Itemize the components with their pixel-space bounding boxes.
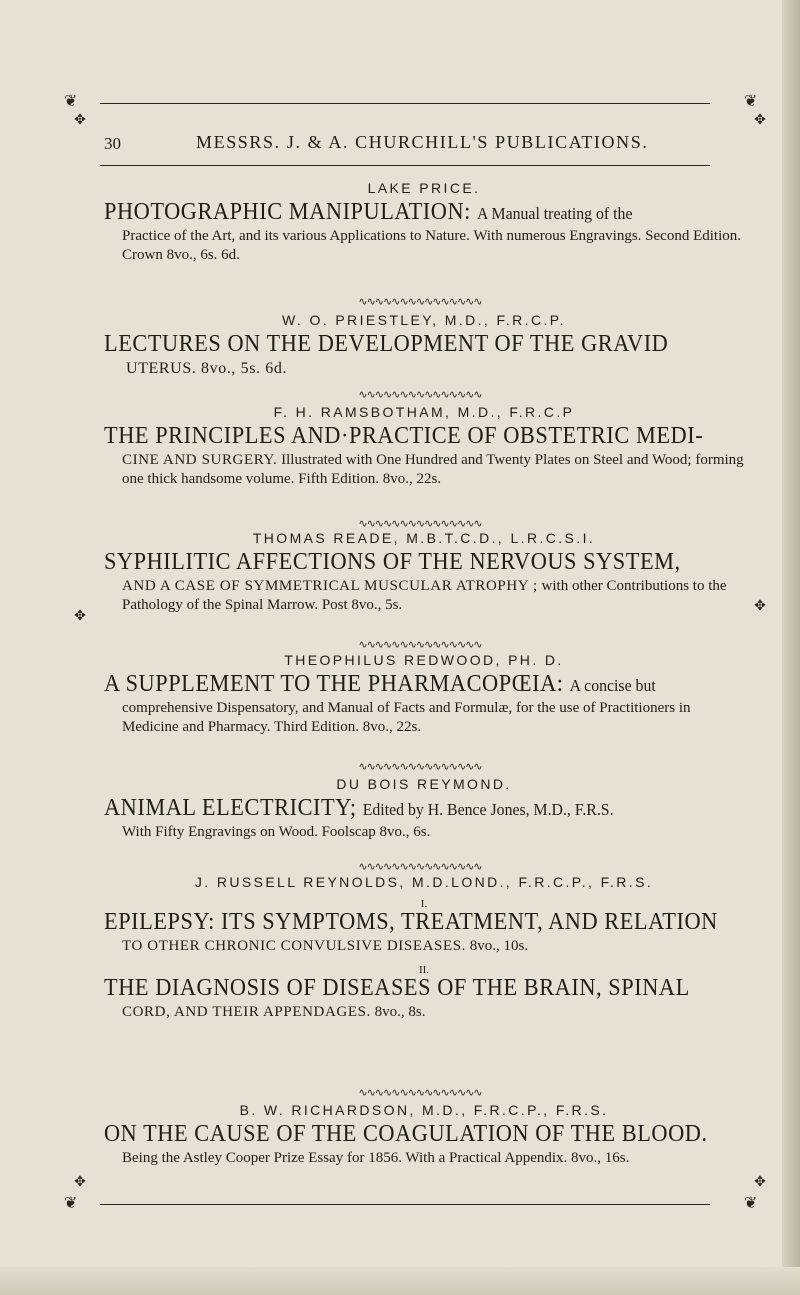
- description-caps: TO OTHER CHRONIC CONVULSIVE DISEASES.: [122, 938, 467, 955]
- wavy-divider: ∿∿∿∿∿∿∿∿∿∿∿∿∿∿∿: [358, 762, 482, 772]
- book-title: EPILEPSY: ITS SYMPTOMS, TREATMENT, AND RELATION: [104, 909, 718, 935]
- wavy-divider: ∿∿∿∿∿∿∿∿∿∿∿∿∿∿∿: [358, 297, 482, 307]
- side-flourish-icon: ✥: [74, 609, 86, 624]
- title-lead: A Manual treating of the: [477, 204, 633, 223]
- description-caps: AND A CASE OF SYMMETRICAL MUSCULAR ATROPHY ;: [122, 578, 538, 595]
- book-title: LECTURES ON THE DEVELOPMENT OF THE GRAVID: [104, 331, 669, 357]
- header-divider-rule: [100, 165, 710, 166]
- description-caps: CORD, AND THEIR APPENDAGES.: [122, 1004, 371, 1021]
- book-title: ON THE CAUSE OF THE COAGULATION OF THE BLOOD.: [104, 1121, 708, 1147]
- title-text: PHOTOGRAPHIC MANIPULATION:: [104, 199, 471, 225]
- page-edge: [782, 0, 800, 1295]
- author-name: F. H. RAMSBOTHAM, M.D., F.R.C.P: [273, 404, 575, 420]
- bottom-border-rule: [100, 1204, 710, 1205]
- catalogue-entry: [104, 530, 744, 615]
- book-description: [122, 1003, 744, 1022]
- description-text: with other Contributions to the Pathology of the Spinal Marrow. Post 8vo., 5s.: [122, 578, 727, 614]
- side-flourish-icon: ✥: [74, 113, 86, 128]
- catalogue-entry: [104, 1102, 744, 1168]
- corner-flourish-icon: ❦: [64, 93, 78, 110]
- catalogue-entry: [104, 776, 744, 842]
- wavy-divider: ∿∿∿∿∿∿∿∿∿∿∿∿∿∿∿: [358, 390, 482, 400]
- author-name: THEOPHILUS REDWOOD, PH. D.: [284, 652, 564, 668]
- book-title: SYPHILITIC AFFECTIONS OF THE NERVOUS SYSTEM,: [104, 549, 681, 575]
- book-title: THE DIAGNOSIS OF DISEASES OF THE BRAIN, SPINAL: [104, 975, 690, 1002]
- wavy-divider: ∿∿∿∿∿∿∿∿∿∿∿∿∿∿∿: [358, 519, 482, 529]
- author-name: J. RUSSELL REYNOLDS, M.D.LOND., F.R.C.P., F.R.S.: [194, 874, 654, 890]
- author-name: LAKE PRICE.: [367, 180, 481, 196]
- top-border-rule: [100, 103, 710, 104]
- corner-flourish-icon: ❦: [744, 1195, 758, 1212]
- title-text: ANIMAL ELECTRICITY;: [104, 795, 357, 821]
- book-description: Being the Astley Cooper Prize Essay for 1856. With a Practical Appendix. 8vo., 16s.: [122, 1150, 630, 1167]
- volume-numeral: II.: [418, 964, 430, 977]
- catalogue-entry: [104, 652, 744, 737]
- side-flourish-icon: ✥: [754, 113, 766, 128]
- running-header: MESSRS. J. & A. CHURCHILL'S PUBLICATIONS.: [196, 132, 649, 152]
- description-caps: CINE AND SURGERY.: [122, 452, 278, 469]
- description-text: 8vo., 10s.: [469, 938, 529, 955]
- book-description: Practice of the Art, and its various Applications to Nature. With numerous Engravings. Second Edition. Crown 8vo., 6s. 6d.: [122, 228, 742, 264]
- page-edge: [0, 1267, 800, 1295]
- author-name: THOMAS READE, M.B.T.C.D., L.R.C.S.I.: [252, 530, 596, 546]
- catalogue-entry: [104, 874, 744, 1022]
- description-text: Illustrated with One Hundred and Twenty Plates on Steel and Wood; forming one thick handsome volume. Fifth Edition. 8vo., 22s.: [122, 452, 744, 488]
- catalogue-entry: [104, 312, 744, 378]
- wavy-divider: ∿∿∿∿∿∿∿∿∿∿∿∿∿∿∿: [358, 640, 482, 650]
- side-flourish-icon: ✥: [754, 1175, 766, 1190]
- book-title: [104, 672, 699, 697]
- side-flourish-icon: ✥: [74, 1175, 86, 1190]
- book-title: [104, 796, 699, 821]
- wavy-divider: ∿∿∿∿∿∿∿∿∿∿∿∿∿∿∿: [358, 862, 482, 872]
- title-text: A SUPPLEMENT TO THE PHARMACOPŒIA:: [104, 671, 564, 697]
- volume-numeral: I.: [420, 898, 428, 910]
- author-name: DU BOIS REYMOND.: [336, 776, 512, 792]
- title-lead: A concise but: [569, 676, 656, 695]
- description-text: 8vo., 8s.: [374, 1004, 426, 1021]
- page-number: 30: [104, 134, 121, 153]
- wavy-divider: ∿∿∿∿∿∿∿∿∿∿∿∿∿∿∿: [358, 1088, 482, 1098]
- book-description: comprehensive Dispensatory, and Manual of Facts and Formulæ, for the use of Practitioners in Medicine and Pharmacy. Third Edition. 8vo., 22s.: [122, 700, 691, 736]
- book-title: [104, 200, 699, 225]
- book-title: THE PRINCIPLES AND·PRACTICE OF OBSTETRIC MEDI-: [104, 423, 704, 449]
- book-description: With Fifty Engravings on Wood. Foolscap 8vo., 6s.: [122, 824, 431, 841]
- author-name: B. W. RICHARDSON, M.D., F.R.C.P., F.R.S.: [239, 1102, 609, 1118]
- corner-flourish-icon: ❦: [744, 93, 758, 110]
- title-lead: Edited by H. Bence Jones, M.D., F.R.S.: [362, 800, 614, 819]
- catalogue-entry: [104, 180, 744, 265]
- book-description: [122, 451, 744, 489]
- catalogue-entry: [104, 404, 744, 489]
- book-description: UTERUS. 8vo., 5s. 6d.: [126, 360, 288, 378]
- author-name: W. O. PRIESTLEY, M.D., F.R.C.P.: [282, 312, 566, 328]
- book-description: [122, 577, 744, 615]
- side-flourish-icon: ✥: [754, 599, 766, 614]
- corner-flourish-icon: ❦: [64, 1195, 78, 1212]
- book-description: [122, 937, 744, 956]
